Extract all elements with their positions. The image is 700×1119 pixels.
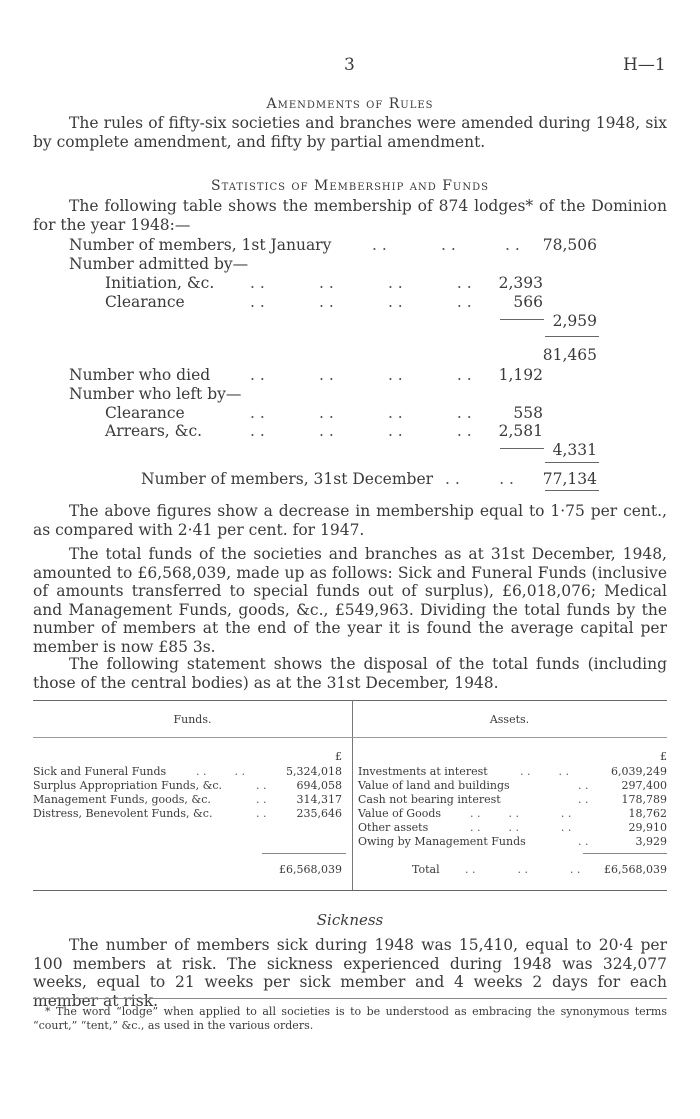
funds-column-header: Funds.: [173, 713, 212, 726]
table-top-rule: [33, 700, 667, 701]
asset-row-value: 178,789: [621, 793, 667, 806]
asset-row-label: Value of Goods: [358, 807, 442, 820]
header-rule: [33, 737, 667, 738]
asset-row-value: 3,929: [635, 835, 667, 848]
asset-row-value: 6,039,249: [611, 765, 667, 778]
assets-currency: £: [660, 750, 667, 763]
died-label: Number who died: [69, 366, 211, 384]
leader-dots: . .: [256, 779, 267, 792]
asset-row-label: Investments at interest: [358, 765, 488, 778]
leader-dots: . . . .: [445, 470, 514, 488]
amendments-paragraph: The rules of fifty-six societies and branches were amended during 1948, six by complete amendment, and fifty by partial amendment.: [33, 114, 667, 151]
funds-paragraph: The total funds of the societies and branches as at 31st December, 1948, amounted to £6,568,039, made up as follows: Sick and Funeral Funds (inclusive of amounts transferred to special funds out of surplus), £6,018,076; Medical and Management Funds, goods, &c., £549,963. Dividing the total funds by the number of members at the end of the year it is found the average capital per member is now £85 3s.: [33, 545, 667, 656]
asset-row-label: Value of land and buildings: [358, 779, 510, 792]
arrears-value: 2,581: [498, 422, 543, 440]
leader-dots: . . . . . . . .: [250, 422, 472, 440]
footnote-rule: [33, 998, 667, 999]
leader-dots: . .: [578, 835, 589, 848]
footnote: * The word “lodge” when applied to all societies is to be understood as embracing the synonymous terms “court,” “tent,” &c., as used in the various orders.: [33, 1005, 667, 1032]
leader-dots: . .: [256, 793, 267, 806]
leader-dots: . . . . . . . .: [250, 366, 472, 384]
asset-row-label: Owing by Management Funds: [358, 835, 526, 848]
sum-rule: [545, 462, 599, 463]
leader-dots: . . . . . .: [470, 821, 572, 834]
leader-dots: . . . . . . . .: [250, 274, 472, 292]
members-31st-december-label: Number of members, 31st December: [141, 470, 434, 488]
assets-total-rule: [583, 853, 667, 854]
funds-total-rule: [262, 853, 346, 854]
table-bottom-rule: [33, 890, 667, 891]
admitted-total: 2,959: [552, 312, 597, 330]
leader-dots: . . . . . .: [465, 863, 581, 876]
funds-currency: £: [335, 750, 342, 763]
sickness-paragraph: The number of members sick during 1948 was 15,410, equal to 20·4 per 100 members at risk. The sickness experienced during 1948 was 324,077 weeks, equal to 21 weeks per sick member and 4 weeks 2 days for each member at risk.: [33, 936, 667, 1010]
leader-dots: . . . . . . . .: [250, 404, 472, 422]
statement-paragraph: The following statement shows the disposal of the total funds (including those of the central bodies) as at the 31st December, 1948.: [33, 655, 667, 692]
initiation-value: 2,393: [498, 274, 543, 292]
clearance-in-value: 566: [513, 293, 543, 311]
table-column-divider: [352, 700, 353, 890]
fund-row-value: 5,324,018: [286, 765, 342, 778]
fund-row-value: 694,058: [296, 779, 342, 792]
document-code: H—1: [623, 55, 666, 75]
leader-dots: . .: [256, 807, 267, 820]
died-value: 1,192: [498, 366, 543, 384]
leader-dots: . .: [578, 779, 589, 792]
asset-row-label: Other assets: [358, 821, 429, 834]
fund-row-label: Management Funds, goods, &c.: [33, 793, 211, 806]
initiation-label: Initiation, &c.: [105, 274, 215, 292]
members-31st-december-value: 77,134: [542, 470, 597, 488]
total-rule: [545, 490, 599, 491]
fund-row-value: 314,317: [296, 793, 342, 806]
left-total: 4,331: [552, 441, 597, 459]
fund-row-label: Sick and Funeral Funds: [33, 765, 167, 778]
leader-dots: . . . . . . . .: [250, 293, 472, 311]
funds-total: £6,568,039: [279, 863, 342, 876]
admitted-heading: Number admitted by—: [69, 255, 249, 273]
left-heading: Number who left by—: [69, 385, 242, 403]
leader-dots: . . . .: [196, 765, 245, 778]
asset-row-value: 18,762: [628, 807, 667, 820]
members-1st-january-label: Number of members, 1st January: [69, 236, 332, 254]
amendments-heading: Amendments of Rules: [266, 96, 434, 112]
clearance-out-value: 558: [513, 404, 543, 422]
assets-column-header: Assets.: [489, 713, 530, 726]
asset-row-label: Cash not bearing interest: [358, 793, 501, 806]
fund-row-label: Distress, Benevolent Funds, &c.: [33, 807, 213, 820]
members-1st-january-value: 78,506: [542, 236, 597, 254]
clearance-out-label: Clearance: [105, 404, 185, 422]
fund-row-value: 235,646: [296, 807, 342, 820]
asset-row-value: 297,400: [621, 779, 667, 792]
leader-dots: . . . .: [520, 765, 569, 778]
leader-dots: . . . . . .: [470, 807, 572, 820]
clearance-in-label: Clearance: [105, 293, 185, 311]
sickness-heading: Sickness: [316, 911, 384, 929]
arrears-label: Arrears, &c.: [105, 422, 203, 440]
statistics-intro: The following table shows the membership of 874 lodges* of the Dominion for the year 1948:—: [33, 197, 667, 234]
leader-dots: . . . . . .: [372, 236, 520, 254]
assets-total-label: Total: [412, 863, 440, 876]
statistics-heading: Statistics of Membership and Funds: [211, 178, 489, 194]
subtotal: 81,465: [542, 346, 597, 364]
fund-row-label: Surplus Appropriation Funds, &c.: [33, 779, 223, 792]
leader-dots: . .: [578, 793, 589, 806]
asset-row-value: 29,910: [628, 821, 667, 834]
decrease-paragraph: The above figures show a decrease in membership equal to 1·75 per cent., as compared with 2·41 per cent. for 1947.: [33, 502, 667, 539]
sum-rule: [545, 336, 599, 337]
assets-total: £6,568,039: [604, 863, 667, 876]
page-number: 3: [344, 55, 355, 75]
